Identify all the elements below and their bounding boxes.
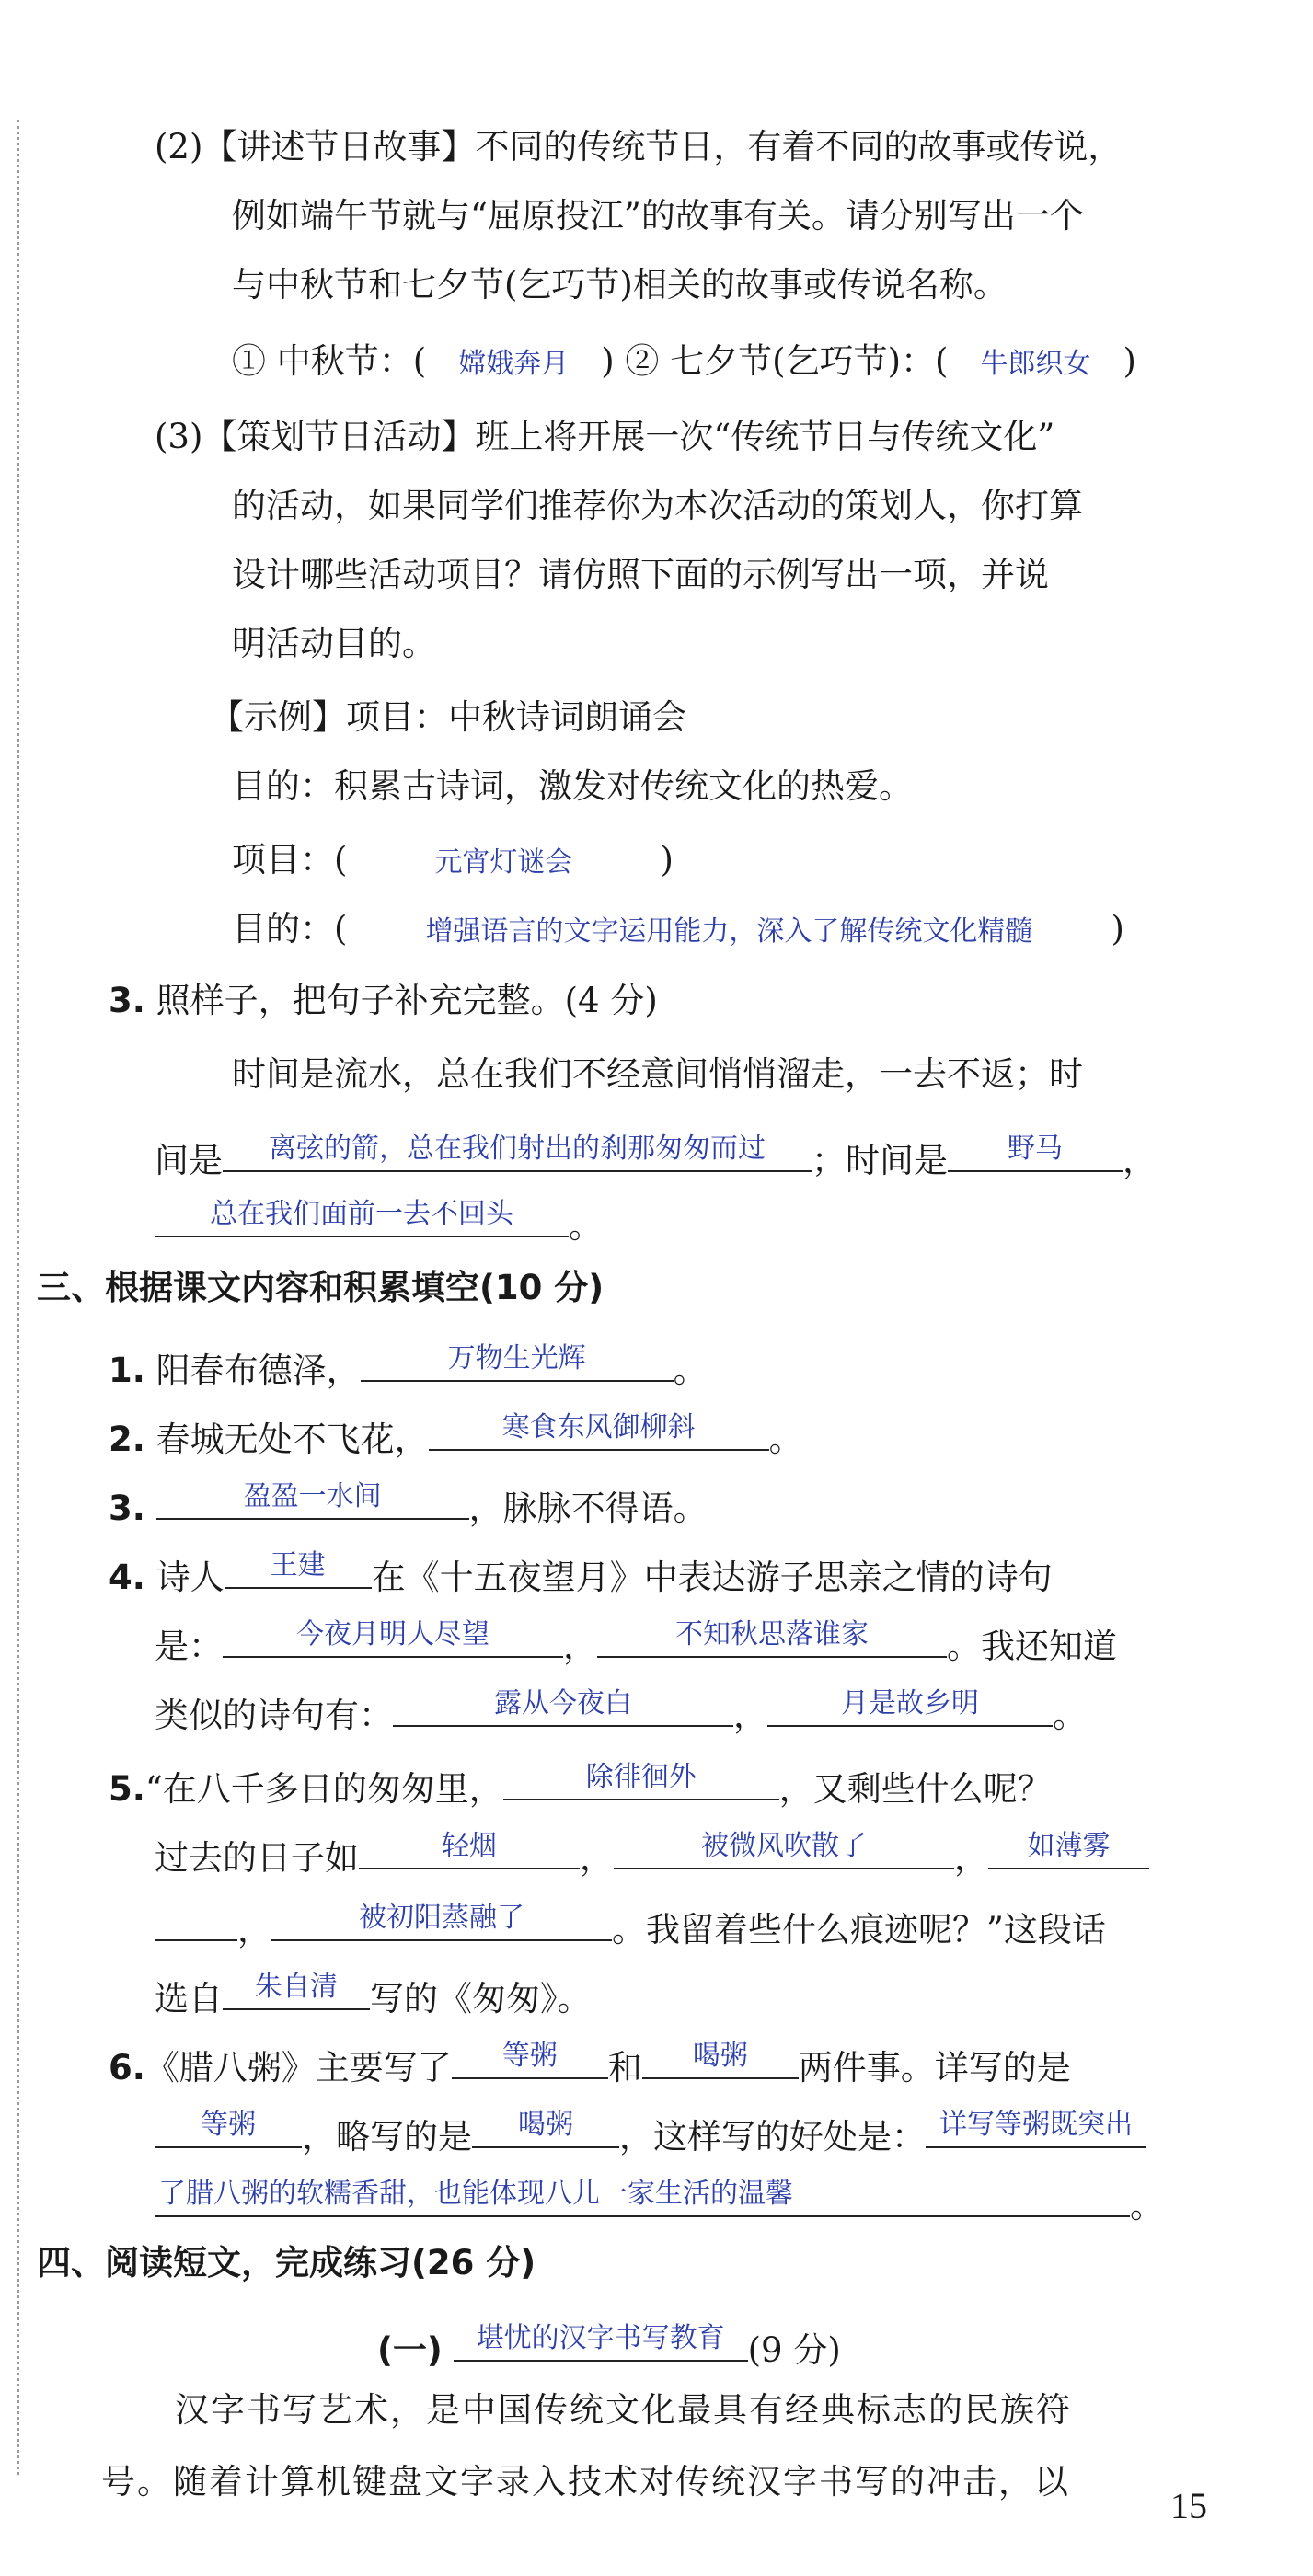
s3-item-6-blank-3[interactable]	[155, 2100, 302, 2148]
s3-item-2	[109, 1403, 803, 1459]
q3-example-purpose: 目的：积累古诗词，激发对传统文化的热爱。	[232, 766, 913, 806]
s3-item-4-answer-similar-2: 月是故乡明	[841, 1687, 979, 1719]
q3main-end: 。	[569, 1206, 603, 1246]
q3-purpose-row	[232, 906, 1124, 952]
s3-item-6-answer-5: 详写等粥既突出	[939, 2109, 1133, 2141]
s3-item-6-number: 6.	[109, 2048, 145, 2087]
s3-item-5-text-1: “在八千多日的匆匆里，	[144, 1769, 503, 1809]
s3-item-5-text-2: ，又剩些什么呢？	[778, 1769, 1052, 1809]
q2-close-paren: )	[1123, 341, 1136, 381]
s3-item-5-blank-3[interactable]	[614, 1822, 954, 1869]
s3-item-4-text-1: 诗人	[155, 1558, 225, 1597]
s3-item-6-answer-1: 等粥	[501, 2040, 558, 2072]
s3-item-5-blank-5[interactable]	[271, 1893, 612, 1941]
q3-line-3: 设计哪些活动项目？请仿照下面的示例写出一项，并说	[232, 555, 1049, 594]
passage-1-title-blank[interactable]	[454, 2314, 748, 2362]
s3-item-5-comma-1: ，	[580, 1838, 614, 1878]
s3-item-4-line-2	[155, 1610, 1117, 1666]
s3-item-4-comma-2: ，	[733, 1696, 767, 1735]
q2-answer-mid-autumn[interactable]: 嫦娥奔月	[458, 348, 570, 380]
s3-item-6-end: 。	[1130, 2186, 1164, 2225]
s3-item-3-blank[interactable]	[156, 1472, 469, 1520]
s3-item-5-blank-4[interactable]	[988, 1822, 1149, 1869]
passage-1-number: (一)	[377, 2330, 443, 2370]
s3-item-6-text-5: ，这样写的好处是：	[619, 2117, 926, 2156]
passage-1-paragraph-line-2: 号。随着计算机键盘文字录入技术对传统汉字书写的冲击，以	[101, 2462, 1070, 2501]
s3-item-5-line-3	[155, 1893, 1106, 1949]
q3main-answer-1: 离弦的箭，总在我们射出的刹那匆匆而过	[269, 1133, 766, 1165]
s3-item-4-text-3: 是：	[155, 1627, 223, 1666]
q3main-sentence-1: 时间是流水，总在我们不经意间悄悄溜走，一去不返；时	[232, 1054, 1083, 1094]
s3-item-5-number: 5.	[109, 1769, 145, 1809]
q3-project-label: 项目：(	[232, 840, 348, 880]
passage-1-paragraph-line-1: 汉字书写艺术，是中国传统文化最具有经典标志的民族符	[175, 2390, 1072, 2430]
s3-item-4-text-4: 。我还知道	[947, 1627, 1117, 1666]
s3-item-6-line-2	[155, 2100, 1146, 2156]
s3-item-5-text-3: 过去的日子如	[155, 1838, 359, 1878]
s3-item-5-answer-5: 被初阳蒸融了	[359, 1902, 524, 1934]
s3-item-1-text: 阳春布德泽，	[155, 1351, 361, 1390]
s3-item-6-line-1	[109, 2031, 1071, 2087]
s3-item-5-comma-3: ，	[237, 1910, 271, 1949]
s3-item-4-blank-line-1[interactable]	[223, 1610, 563, 1658]
s3-item-3-number: 3.	[109, 1489, 145, 1528]
s3-item-3	[109, 1472, 708, 1528]
q3main-title-row	[109, 978, 658, 1024]
s3-item-1-answer: 万物生光辉	[447, 1342, 586, 1374]
s3-item-6-blank-1[interactable]	[452, 2031, 608, 2079]
s3-item-1-blank[interactable]	[361, 1334, 674, 1382]
s3-item-4-answer-poet: 王建	[270, 1549, 326, 1581]
s3-item-4-end: 。	[1053, 1696, 1087, 1735]
s3-item-2-blank[interactable]	[429, 1403, 769, 1451]
s3-item-5-blank-author[interactable]	[223, 1962, 370, 2010]
s3-item-6-blank-4[interactable]	[472, 2100, 619, 2148]
s3-item-3-answer: 盈盈一水间	[243, 1480, 382, 1512]
q3-project-row	[232, 837, 674, 883]
s3-item-4-line-3	[155, 1679, 1087, 1735]
q2-line-1: (2)【讲述节日故事】不同的传统节日，有着不同的故事或传说，	[155, 127, 1123, 167]
q3-line-1: (3)【策划节日活动】班上将开展一次“传统节日与传统文化”	[155, 417, 1055, 456]
s3-item-1-number: 1.	[109, 1351, 145, 1390]
s3-item-6-answer-4: 喝粥	[518, 2109, 573, 2141]
s3-item-6-blank-5-continued[interactable]	[155, 2169, 1130, 2217]
s3-item-6-blank-5[interactable]	[926, 2100, 1146, 2148]
s3-item-2-number: 2.	[109, 1420, 145, 1459]
passage-1-title-row	[377, 2314, 841, 2370]
s3-item-6-line-3	[155, 2169, 1164, 2225]
s3-item-4-text-2: 在《十五夜望月》中表达游子思亲之情的诗句	[371, 1558, 1053, 1597]
section-3-title: 三、根据课文内容和积累填空(10 分)	[37, 1268, 605, 1307]
s3-item-4-line-1	[109, 1541, 1053, 1597]
s3-item-5-answer-2: 轻烟	[442, 1830, 497, 1862]
q3-project-close: )	[660, 840, 674, 880]
q3-line-4: 明活动目的。	[232, 624, 436, 663]
q3-purpose-close: )	[1111, 909, 1124, 949]
q3-example: 【示例】项目：中秋诗词朗诵会	[210, 697, 686, 737]
q3main-number: 3.	[109, 981, 145, 1020]
q2-answer-qixi[interactable]: 牛郎织女	[980, 348, 1091, 380]
q3main-answer-2: 野马	[1008, 1133, 1063, 1165]
s3-item-6-answer-3: 等粥	[201, 2109, 256, 2141]
s3-item-5-comma-2: ，	[954, 1838, 988, 1878]
s3-item-4-text-5: 类似的诗句有：	[155, 1696, 393, 1735]
s3-item-5-text-5: 选自	[155, 1979, 223, 2018]
s3-item-4-blank-line-2[interactable]	[597, 1610, 947, 1658]
q2-line-2: 例如端午节就与“屈原投江”的故事有关。请分别写出一个	[232, 196, 1084, 236]
q3main-sentence-3	[155, 1190, 603, 1246]
q3main-prefix: 间是	[155, 1141, 223, 1180]
passage-1-score: (9 分)	[747, 2330, 841, 2370]
q3-project-answer[interactable]: 元宵灯谜会	[434, 846, 573, 879]
s3-item-4-number: 4.	[109, 1558, 145, 1597]
s3-item-6-text-3: 两件事。详写的是	[798, 2048, 1071, 2087]
s3-item-4-comma-1: ，	[563, 1627, 597, 1666]
s3-item-5-line-1	[109, 1753, 1052, 1809]
s3-item-5-line-4	[155, 1962, 592, 2018]
q3main-answer-3: 总在我们面前一去不回头	[210, 1198, 513, 1230]
s3-item-2-text: 春城无处不飞花，	[155, 1420, 429, 1459]
s3-item-5-answer-author: 朱自清	[255, 1971, 338, 2003]
s3-item-5-answer-3: 被微风吹散了	[701, 1830, 867, 1862]
q3main-comma: ，	[1123, 1141, 1157, 1180]
s3-item-4-answer-line-1: 今夜月明人尽望	[296, 1618, 489, 1650]
s3-item-4-blank-similar-1[interactable]	[393, 1679, 733, 1727]
s3-item-5-answer-4: 如薄雾	[1027, 1830, 1111, 1862]
s3-item-5-blank-1[interactable]	[503, 1753, 779, 1800]
s3-item-5-blank-2[interactable]	[359, 1822, 580, 1869]
s3-item-6-answer-6: 了腊八粥的软糯香甜，也能体现八儿一家生活的温馨	[158, 2178, 793, 2210]
s3-item-4-answer-line-2: 不知秋思落谁家	[675, 1618, 869, 1650]
s3-item-4-blank-similar-2[interactable]	[767, 1679, 1053, 1727]
q3main-blank-3[interactable]	[155, 1190, 569, 1237]
s3-item-5-line-2	[155, 1822, 1149, 1878]
s3-item-4-blank-poet[interactable]	[225, 1541, 372, 1589]
s3-item-2-answer: 寒食东风御柳斜	[501, 1411, 696, 1443]
q3main-blank-2[interactable]	[948, 1124, 1123, 1172]
q3main-blank-1[interactable]	[223, 1124, 812, 1172]
s3-item-5-blank-4-continued[interactable]	[155, 1893, 237, 1941]
q2-option-2-label: ) ② 七夕节(乞巧节)：(	[601, 341, 949, 381]
s3-item-5-answer-1: 除徘徊外	[585, 1761, 697, 1793]
q2-option-1-label: ① 中秋节：(	[232, 341, 427, 381]
s3-item-1	[109, 1334, 708, 1390]
s3-item-3-text: ，脉脉不得语。	[468, 1489, 708, 1528]
s3-item-6-answer-2: 喝粥	[692, 2040, 748, 2072]
s3-item-1-end: 。	[673, 1351, 708, 1390]
s3-item-2-end: 。	[768, 1420, 803, 1459]
q2-line-3: 与中秋节和七夕节(乞巧节)相关的故事或传说名称。	[232, 265, 1008, 305]
passage-1-title-answer: 堪忧的汉字书写教育	[476, 2322, 725, 2354]
s3-item-6-blank-2[interactable]	[642, 2031, 799, 2079]
q3main-title: 照样子，把句子补充完整。(4 分)	[155, 981, 658, 1020]
s3-item-6-text-4: ，略写的是	[302, 2117, 472, 2156]
q2-options	[232, 339, 1136, 385]
q3main-sentence-2	[155, 1124, 1157, 1180]
s3-item-6-text-1: 《腊八粥》主要写了	[144, 2048, 452, 2087]
q3-line-2: 的活动，如果同学们推荐你为本次活动的策划人，你打算	[232, 486, 1083, 525]
s3-item-5-text-4: 。我留着些什么痕迹呢？”这段话	[612, 1910, 1106, 1949]
section-4-title: 四、阅读短文，完成练习(26 分)	[37, 2243, 536, 2283]
q3-purpose-answer[interactable]: 增强语言的文字运用能力，深入了解传统文化精髓	[425, 915, 1033, 948]
q3main-mid: ；时间是	[812, 1141, 948, 1180]
s3-item-6-text-2: 和	[607, 2048, 642, 2087]
binding-margin-line	[17, 120, 19, 2475]
s3-item-5-text-6: 写的《匆匆》。	[370, 1979, 592, 2018]
page-number: 15	[1170, 2485, 1207, 2526]
q3-purpose-label: 目的：(	[232, 909, 348, 949]
s3-item-4-answer-similar-1: 露从今夜白	[494, 1687, 632, 1719]
